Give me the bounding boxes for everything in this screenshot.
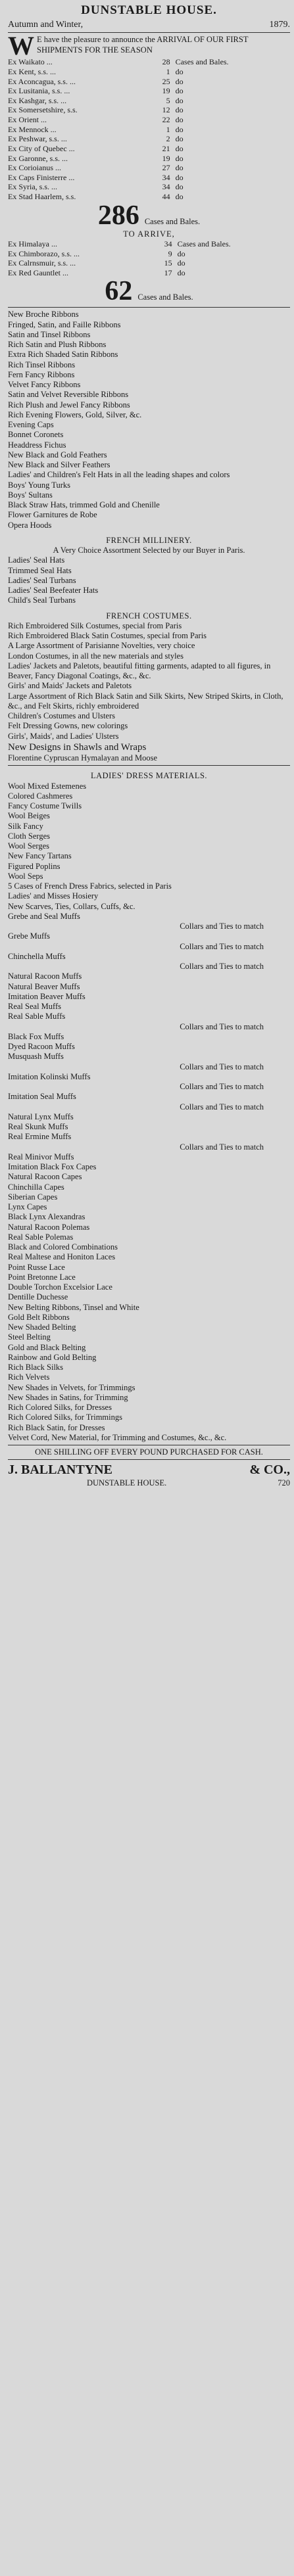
list-item: Real Skunk Muffs: [8, 1122, 68, 1132]
shipment-row: [8, 134, 290, 144]
shawls-line: Florentine Cypruscan Hymalayan and Moose: [8, 753, 158, 763]
shipment-ship: Ex Peshwar, s.s. ...: [8, 134, 67, 144]
list-item: Child's Seal Turbans: [8, 596, 76, 605]
list-item: Cloth Serges: [8, 831, 51, 841]
shipment-ship: Ex Aconcagua, s.s. ...: [8, 76, 76, 86]
list-item: Double Torchon Excelsior Lace: [8, 1282, 112, 1292]
shipment-unit: Cases and Bales.: [177, 239, 231, 248]
shipment-unit: do: [175, 105, 184, 115]
millinery-list: [8, 555, 290, 605]
list-item: New Shades in Satins, for Trimming: [8, 1392, 128, 1402]
intro-text: E have the pleasure to announce the ARRIVAL OF OUR FIRST SHIPMENTS FOR THE SEASON: [37, 35, 249, 55]
total-to-arrive: [8, 277, 290, 305]
shipment-unit: Cases and Bales.: [175, 57, 229, 67]
list-item: Ladies' Seal Turbans: [8, 575, 76, 585]
shipment-unit: do: [175, 172, 184, 182]
shipment-qty: 22: [162, 115, 170, 124]
list-item: Wool Seps: [8, 871, 43, 881]
list-item: Rich Plush and Jewel Fancy Ribbons: [8, 400, 130, 410]
shipment-unit: do: [175, 182, 184, 192]
list-item: Colored Cashmeres: [8, 791, 73, 801]
list-item: Collars and Ties to match: [180, 1142, 264, 1152]
list-item: Real Ermine Muffs: [8, 1132, 72, 1142]
shipment-row: [8, 144, 290, 154]
shipment-ship: Ex Calrnsmuir, s.s. ...: [8, 258, 76, 268]
shipment-unit: do: [175, 192, 184, 201]
shipment-row: [8, 249, 290, 259]
list-item: Rich Tinsel Ribbons: [8, 360, 76, 369]
shipment-qty: 27: [162, 163, 170, 173]
shipment-qty: 17: [164, 268, 172, 277]
list-item: Fringed, Satin, and Faille Ribbons: [8, 319, 121, 329]
company-name-left: J. BALLANTYNE: [8, 1463, 112, 1478]
list-item: Point Russe Lace: [8, 1262, 65, 1272]
list-item: Musquash Muffs: [8, 1052, 64, 1062]
list-item: Ladies' and Children's Felt Hats in all the leading shapes and colors: [8, 470, 230, 480]
list-item: Natural Racoon Polemas: [8, 1222, 90, 1232]
shipment-row: [8, 268, 290, 278]
list-item: Natural Beaver Muffs: [8, 981, 80, 991]
shipment-qty: 9: [168, 248, 172, 258]
list-item: Point Bretonne Lace: [8, 1272, 76, 1282]
list-item: Imitation Kolinski Muffs: [8, 1071, 91, 1081]
list-item: Black Lynx Alexandras: [8, 1212, 86, 1222]
page-title: DUNSTABLE HOUSE.: [81, 3, 217, 17]
shipment-row: [8, 192, 290, 202]
list-item: Headdress Fichus: [8, 440, 66, 450]
list-item: New Fancy Tartans: [8, 851, 72, 861]
shipment-unit: do: [175, 86, 184, 96]
list-item: New Shades in Velvets, for Trimmings: [8, 1382, 135, 1392]
list-item: Real Minivor Muffs: [8, 1152, 74, 1161]
shipment-row: [8, 96, 290, 106]
millinery-intro: A Very Choice Assortment Selected by our Buyer in Paris.: [53, 546, 245, 555]
list-item: Ladies' and Misses Hosiery: [8, 891, 99, 901]
shipment-unit: do: [177, 268, 185, 277]
shipment-unit: do: [177, 258, 185, 268]
shipment-ship: Ex Himalaya ...: [8, 239, 57, 248]
total-to-arrive-number: 62: [105, 276, 133, 307]
list-item: Rich Satin and Plush Ribbons: [8, 340, 107, 350]
list-item: A Large Assortment of Parisianne Novelties, very choice: [8, 641, 195, 651]
shipment-qty: 34: [162, 172, 170, 182]
list-item: Wool Mixed Estemenes: [8, 781, 87, 791]
shipment-qty: 2: [166, 134, 170, 144]
costumes-list: [8, 621, 290, 741]
list-item: Gold Belt Ribbons: [8, 1312, 70, 1322]
cash-offer: ONE SHILLING OFF EVERY POUND PURCHASED FOR CASH.: [35, 1447, 263, 1457]
list-item: Real Sable Polemas: [8, 1232, 74, 1242]
reference-number: 720: [278, 1478, 290, 1487]
shipment-ship: Ex Somersetshire, s.s.: [8, 105, 78, 115]
dress-materials-heading: LADIES' DRESS MATERIALS.: [90, 771, 208, 781]
list-item: Steel Belting: [8, 1332, 51, 1342]
list-item: Rich Colored Silks, for Trimmings: [8, 1413, 122, 1422]
list-item: Grebe and Seal Muffs: [8, 911, 80, 921]
shipment-row: [8, 115, 290, 125]
shipment-ship: Ex Garonne, s.s. ...: [8, 153, 68, 163]
shipment-row: [8, 154, 290, 164]
shipment-qty: 44: [162, 192, 170, 201]
shipment-row: [8, 258, 290, 268]
shipment-ship: Ex Syria, s.s. ...: [8, 182, 57, 192]
shipment-ship: Ex City of Quebec ...: [8, 143, 75, 153]
list-item: Natural Racoon Capes: [8, 1172, 82, 1182]
list-item: New Black and Gold Feathers: [8, 450, 107, 459]
season-year: 1879.: [269, 20, 290, 30]
shipment-ship: Ex Stad Haarlem, s.s.: [8, 192, 76, 201]
list-item: Gold and Black Belting: [8, 1342, 86, 1352]
shipment-qty: 28: [162, 57, 170, 67]
list-item: Collars and Ties to match: [180, 1021, 264, 1031]
shipment-unit: do: [175, 66, 184, 76]
shipment-qty: 15: [164, 258, 172, 268]
total-to-arrive-label: Cases and Bales.: [137, 293, 193, 302]
list-item: Collars and Ties to match: [180, 941, 264, 951]
list-item: Girls' and Maids' Jackets and Paletots: [8, 681, 132, 691]
list-item: Real Seal Muffs: [8, 1002, 62, 1012]
list-item: Children's Costumes and Ulsters: [8, 711, 116, 721]
shawls-heading: New Designs in Shawls and Wraps: [8, 741, 147, 753]
shipment-row: [8, 105, 290, 115]
shipment-row: [8, 57, 290, 67]
shipment-qty: 34: [162, 182, 170, 192]
list-item: Figured Poplins: [8, 861, 61, 871]
total-arrived-label: Cases and Bales.: [144, 216, 201, 226]
list-item: Rich Embroidered Silk Costumes, special from Paris: [8, 621, 182, 630]
list-item: Satin and Tinsel Ribbons: [8, 329, 91, 339]
shipment-qty: 19: [162, 153, 170, 163]
shipment-ship: Ex Waikato ...: [8, 57, 53, 67]
shipment-row: [8, 239, 290, 249]
list-item: Black Straw Hats, trimmed Gold and Chenille: [8, 500, 160, 510]
shipment-ship: Ex Mennock ...: [8, 124, 57, 134]
divider: [8, 307, 290, 308]
list-item: Ladies' Seal Beefeater Hats: [8, 586, 99, 596]
list-item: Collars and Ties to match: [180, 922, 264, 931]
shipment-ship: Ex Caps Finisterre ...: [8, 172, 75, 182]
list-item: Real Maltese and Honiton Laces: [8, 1252, 116, 1262]
list-item: Boys' Young Turks: [8, 480, 71, 490]
company-name: [8, 1462, 290, 1478]
list-item: Velvet Fancy Ribbons: [8, 380, 81, 390]
list-item: Collars and Ties to match: [180, 1062, 264, 1071]
list-item: Rich Black Satin, for Dresses: [8, 1422, 105, 1432]
shipment-ship: Ex Orient ...: [8, 115, 47, 124]
arrived-shipments-table: [8, 57, 290, 201]
shipment-ship: Ex Corioianus ...: [8, 163, 61, 173]
list-item: Large Assortment of Rich Black Satin and Silk Skirts, New Striped Skirts, in Cloth, &c., and Felt Skirts, richly embroidered: [8, 691, 283, 711]
total-arrived: [8, 202, 290, 229]
shipment-unit: do: [175, 143, 184, 153]
list-item: Grebe Muffs: [8, 931, 50, 941]
shipment-unit: do: [175, 163, 184, 173]
shipment-qty: 34: [164, 239, 172, 248]
shipment-row: [8, 86, 290, 96]
shipment-unit: do: [175, 115, 184, 124]
list-item: Girls', Maids', and Ladies' Ulsters: [8, 731, 119, 741]
list-item: Velvet Cord, New Material, for Trimming and Costumes, &c., &c.: [8, 1432, 227, 1442]
list-item: Ladies' Jackets and Paletots, beautiful fitting garments, adapted to all figures, in Beaver, Fancy Diagonal Coatings, &c., &c.: [8, 661, 271, 681]
shipment-qty: 25: [162, 76, 170, 86]
shipment-unit: do: [177, 248, 185, 258]
list-item: Bonnet Coronets: [8, 430, 64, 440]
list-item: Flower Garnitures de Robe: [8, 510, 97, 520]
season-label: Autumn and Winter,: [8, 20, 84, 30]
list-item: New Broche Ribbons: [8, 310, 79, 319]
list-item: 5 Cases of French Dress Fabrics, selected in Paris: [8, 881, 172, 891]
millinery-heading: FRENCH MILLINERY.: [106, 535, 192, 545]
list-item: Imitation Beaver Muffs: [8, 991, 86, 1001]
shipment-qty: 12: [162, 105, 170, 115]
shipment-unit: do: [175, 153, 184, 163]
list-item: Extra Rich Shaded Satin Ribbons: [8, 350, 118, 360]
shipment-unit: do: [175, 76, 184, 86]
list-item: Imitation Black Fox Capes: [8, 1162, 97, 1172]
shipment-ship: Ex Chimborazo, s.s. ...: [8, 248, 80, 258]
list-item: Imitation Seal Muffs: [8, 1092, 76, 1102]
shipment-qty: 21: [162, 143, 170, 153]
total-arrived-number: 286: [97, 200, 139, 231]
list-item: Dyed Racoon Muffs: [8, 1042, 75, 1052]
dress-materials-list: [8, 782, 290, 1443]
shipment-row: [8, 182, 290, 192]
list-item: Rich Velvets: [8, 1372, 50, 1382]
list-item: Collars and Ties to match: [180, 962, 264, 972]
shipment-row: [8, 67, 290, 77]
list-item: Wool Beiges: [8, 811, 50, 821]
shipment-ship: Ex Lusitania, s.s. ...: [8, 86, 70, 96]
shipment-unit: do: [175, 95, 184, 105]
costumes-heading: FRENCH COSTUMES.: [106, 611, 192, 621]
list-item: Dentille Duchesse: [8, 1292, 68, 1302]
list-item: Collars and Ties to match: [180, 1102, 264, 1112]
list-item: Chinchilla Capes: [8, 1182, 64, 1192]
list-item: Siberian Capes: [8, 1192, 58, 1202]
address-line: [8, 1478, 290, 1488]
shipment-row: [8, 77, 290, 87]
list-item: Boys' Sultans: [8, 490, 53, 500]
list-item: Rainbow and Gold Belting: [8, 1352, 97, 1362]
list-item: Felt Dressing Gowns, new colorings: [8, 721, 128, 731]
shipment-unit: do: [175, 134, 184, 144]
shipment-row: [8, 173, 290, 183]
list-item: Black Fox Muffs: [8, 1031, 64, 1041]
list-item: Black and Colored Combinations: [8, 1242, 118, 1252]
shipment-qty: 1: [166, 66, 170, 76]
list-item: Natural Racoon Muffs: [8, 972, 82, 981]
list-item: Lynx Capes: [8, 1202, 47, 1212]
list-item: Real Sable Muffs: [8, 1012, 66, 1021]
shipment-qty: 1: [166, 124, 170, 134]
list-item: Fern Fancy Ribbons: [8, 369, 75, 379]
list-item: Evening Caps: [8, 420, 54, 430]
shipment-qty: 19: [162, 86, 170, 96]
shipment-row: [8, 125, 290, 135]
list-item: Trimmed Seal Hats: [8, 565, 72, 575]
to-arrive-shipments-table: [8, 239, 290, 278]
company-name-right: & CO.,: [249, 1463, 290, 1478]
list-item: Fancy Costume Twills: [8, 801, 82, 811]
list-item: Ladies' Seal Hats: [8, 555, 65, 565]
list-item: New Black and Silver Feathers: [8, 460, 110, 470]
address: DUNSTABLE HOUSE.: [87, 1478, 167, 1487]
divider: [8, 32, 290, 33]
list-item: Silk Fancy: [8, 821, 43, 831]
list-item: Rich Embroidered Black Satin Costumes, special from Paris: [8, 631, 207, 641]
shipment-ship: Ex Kent, s.s. ...: [8, 66, 56, 76]
list-item: Collars and Ties to match: [180, 1082, 264, 1092]
list-item: Wool Serges: [8, 841, 49, 851]
shipment-ship: Ex Red Gauntlet ...: [8, 268, 68, 277]
list-item: London Costumes, in all the new materials and styles: [8, 651, 184, 661]
general-items-list: [8, 310, 290, 530]
shipment-ship: Ex Kashgar, s.s. ...: [8, 95, 67, 105]
divider: [8, 1459, 290, 1460]
list-item: New Belting Ribbons, Tinsel and White: [8, 1302, 139, 1312]
list-item: Opera Hoods: [8, 520, 52, 530]
shipment-qty: 5: [166, 95, 170, 105]
shipment-row: [8, 163, 290, 173]
list-item: Rich Black Silks: [8, 1363, 64, 1372]
list-item: Chinchella Muffs: [8, 951, 66, 961]
list-item: Rich Evening Flowers, Gold, Silver, &c.: [8, 410, 142, 419]
shipment-unit: do: [175, 124, 184, 134]
to-arrive-heading: TO ARRIVE,: [123, 229, 175, 239]
season-line: [8, 19, 290, 30]
list-item: Satin and Velvet Reversible Ribbons: [8, 390, 129, 400]
list-item: New Scarves, Ties, Collars, Cuffs, &c.: [8, 901, 135, 911]
intro: [8, 31, 290, 61]
list-item: New Shaded Belting: [8, 1323, 76, 1332]
drop-cap: W: [8, 31, 34, 61]
divider: [8, 765, 290, 766]
list-item: Natural Lynx Muffs: [8, 1112, 74, 1121]
list-item: Rich Colored Silks, for Dresses: [8, 1403, 112, 1413]
